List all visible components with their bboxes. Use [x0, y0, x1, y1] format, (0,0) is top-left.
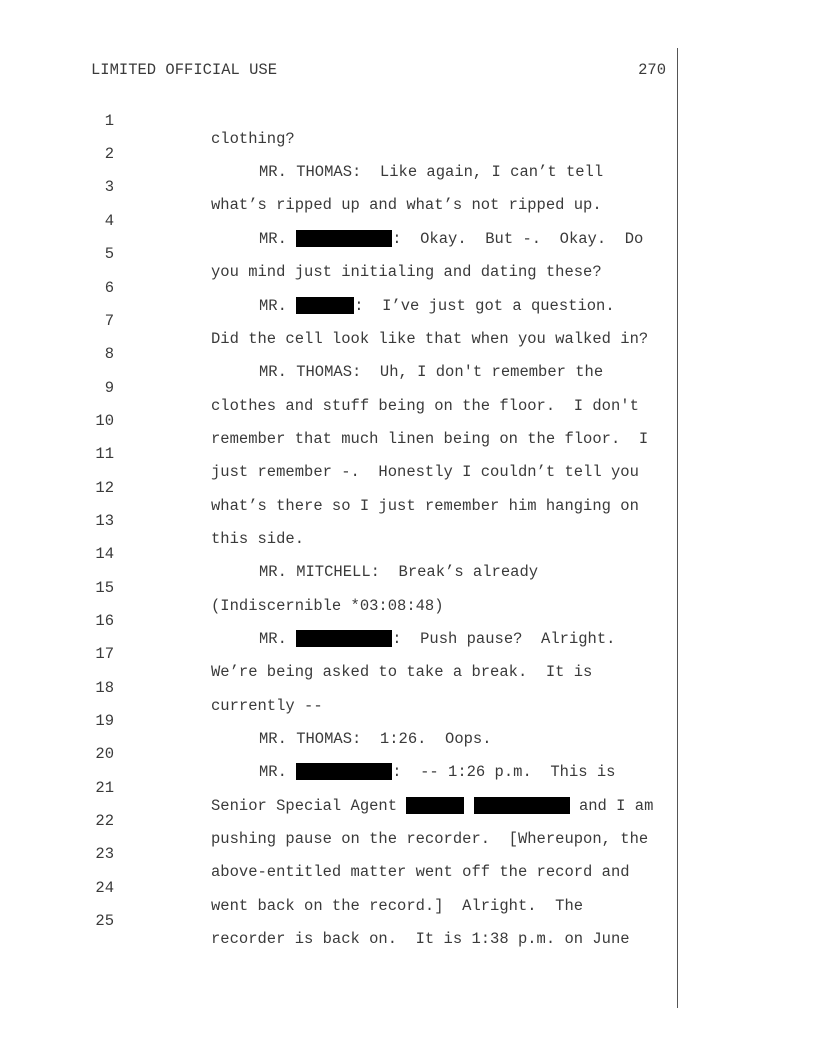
line-text: clothing?: [211, 130, 295, 148]
line-number: 13: [95, 512, 114, 530]
line-text: went back on the record.] Alright. The: [211, 897, 584, 915]
redaction-box: [296, 763, 392, 780]
line-text: clothes and stuff being on the floor. I don't: [211, 397, 639, 415]
line-number: 15: [95, 579, 114, 597]
line-text: [259, 297, 615, 315]
line-remainder: : Okay. But -. Okay. Do: [392, 230, 644, 248]
transcript-line: [0, 94, 295, 148]
line-number: 10: [95, 412, 114, 430]
line-text: what’s ripped up and what’s not ripped up.: [211, 196, 602, 214]
line-number: 18: [95, 679, 114, 697]
line-number: 21: [95, 779, 114, 797]
line-remainder: and I am: [569, 797, 654, 815]
line-text: just remember -. Honestly I couldn’t tell you: [211, 463, 639, 481]
line-text: [259, 630, 615, 648]
line-prefix: Senior Special Agent: [211, 797, 407, 815]
line-number: 24: [95, 879, 114, 897]
line-number: 19: [95, 712, 114, 730]
line-text: MR. THOMAS: Like again, I can’t tell: [259, 163, 604, 181]
line-text: [211, 797, 653, 815]
classification-header: LIMITED OFFICIAL USE: [91, 61, 278, 79]
line-text: We’re being asked to take a break. It is: [211, 663, 593, 681]
page-number: 270: [638, 61, 666, 79]
line-text: remember that much linen being on the floor. I: [211, 430, 649, 448]
redaction-box: [296, 630, 392, 647]
speaker-prefix: MR.: [259, 297, 297, 315]
line-number: 17: [95, 645, 114, 663]
line-text: pushing pause on the recorder. [Whereupon, the: [211, 830, 649, 848]
line-remainder: : -- 1:26 p.m. This is: [392, 763, 616, 781]
line-text: (Indiscernible *03:08:48): [211, 597, 444, 615]
speaker-prefix: MR.: [259, 230, 297, 248]
line-text: [259, 763, 615, 781]
line-text: you mind just initialing and dating these?: [211, 263, 602, 281]
line-text: [259, 230, 643, 248]
line-number: 8: [104, 345, 114, 363]
redaction-box: [296, 230, 392, 247]
line-number: 5: [104, 245, 114, 263]
line-remainder: : Push pause? Alright.: [392, 630, 616, 648]
line-number: 23: [95, 845, 114, 863]
speaker-prefix: MR.: [259, 763, 297, 781]
line-number: 20: [95, 745, 114, 763]
line-remainder: : I’ve just got a question.: [354, 297, 615, 315]
line-number: 16: [95, 612, 114, 630]
line-text: recorder is back on. It is 1:38 p.m. on June: [211, 930, 630, 948]
line-text: MR. MITCHELL: Break’s already: [259, 563, 539, 581]
speaker-prefix: MR.: [259, 630, 297, 648]
line-number: 22: [95, 812, 114, 830]
line-number: 1: [104, 112, 114, 130]
line-number: 6: [104, 279, 114, 297]
line-number: 25: [95, 912, 114, 930]
line-number: 7: [104, 312, 114, 330]
transcript-line: [0, 661, 323, 715]
line-text: what’s there so I just remember him hanging on: [211, 497, 639, 515]
line-spacer: [464, 797, 473, 815]
redaction-box: [406, 797, 464, 814]
line-number: 2: [104, 145, 114, 163]
line-text: currently --: [211, 697, 323, 715]
redaction-box: [296, 297, 354, 314]
line-number: 12: [95, 479, 114, 497]
line-text: this side.: [211, 530, 305, 548]
line-text: above-entitled matter went off the record and: [211, 863, 630, 881]
line-number: 11: [95, 445, 114, 463]
line-number: 4: [104, 212, 114, 230]
line-text: Did the cell look like that when you walked in?: [211, 330, 649, 348]
line-text: MR. THOMAS: 1:26. Oops.: [259, 730, 492, 748]
line-number: 14: [95, 545, 114, 563]
line-number: 3: [104, 178, 114, 196]
line-number: 9: [104, 379, 114, 397]
margin-rule: [677, 48, 678, 1008]
line-text: MR. THOMAS: Uh, I don't remember the: [259, 363, 604, 381]
transcript-line: [0, 494, 305, 548]
redaction-box: [474, 797, 570, 814]
